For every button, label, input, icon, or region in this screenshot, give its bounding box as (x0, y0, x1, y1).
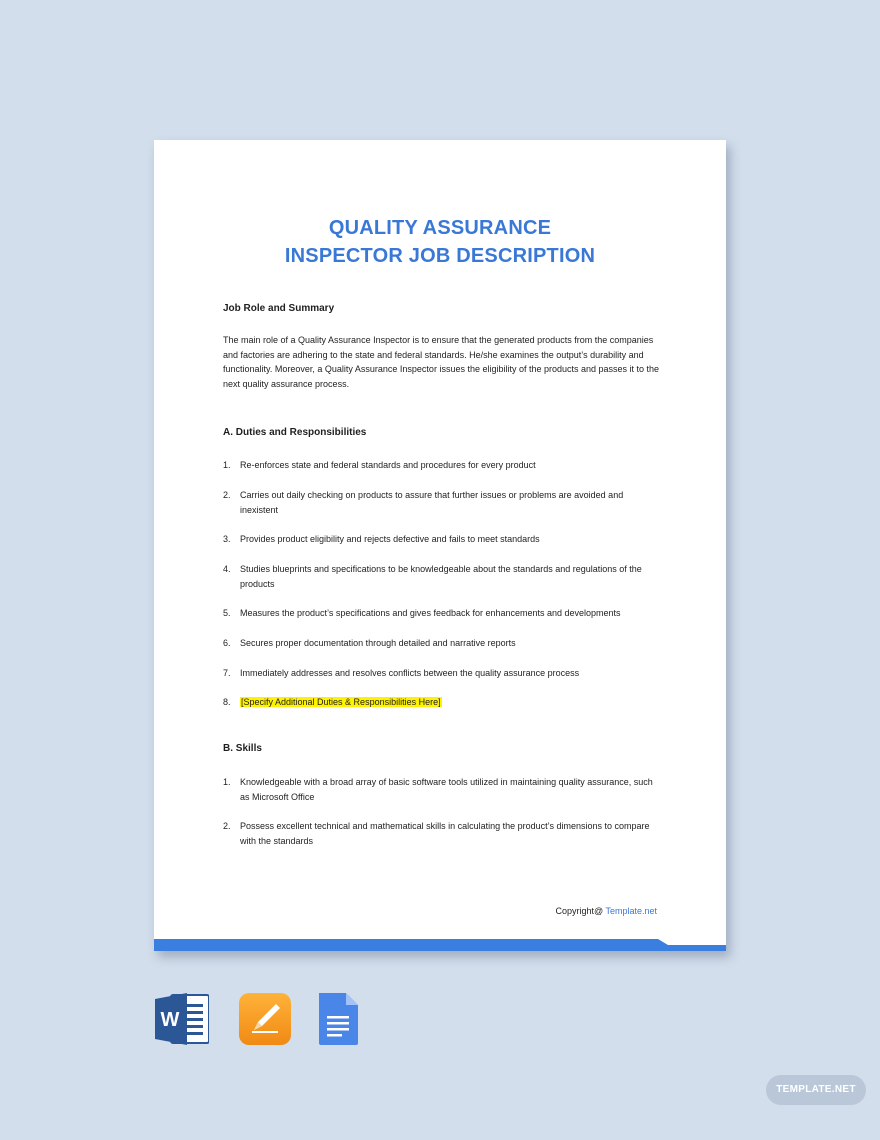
duty-number: 8. (223, 697, 231, 707)
document-title (154, 214, 726, 270)
duty-text: Studies blueprints and specifications to be knowledgeable about the standards and regulations of the products (240, 564, 642, 589)
document-page (154, 140, 726, 951)
title-line-2: INSPECTOR JOB DESCRIPTION (284, 245, 596, 267)
duty-number: 1. (223, 460, 231, 470)
summary-paragraph: The main role of a Quality Assurance Inspector is to ensure that the generated products from the companies and factories are adhering to the state and federal standards. He/she examines the output’s durability and functionality. Moreover, a Quality Assurance Inspector issues the eligibility of the products and passes it to the next quality assurance process. (223, 335, 660, 389)
word-icon[interactable] (155, 992, 209, 1046)
job-role-heading: Job Role and Summary (223, 303, 335, 314)
skill-text: Possess excellent technical and mathematical skills in calculating the product’s dimensions to compare with the standards (240, 821, 650, 846)
pages-icon[interactable] (238, 992, 292, 1046)
footer-bar (154, 937, 726, 951)
google-docs-icon[interactable] (316, 992, 370, 1046)
template-net-badge[interactable]: TEMPLATE.NET (766, 1075, 866, 1105)
footer-bar-shape (154, 939, 726, 951)
skill-text: Knowledgeable with a broad array of basic software tools utilized in maintaining quality assurance, such as Microsoft Office (240, 777, 653, 802)
duty-text: Re-enforces state and federal standards and procedures for every product (240, 460, 536, 470)
duty-placeholder-wrap (240, 695, 660, 710)
duty-text: Secures proper documentation through detailed and narrative reports (240, 638, 516, 648)
duty-number: 6. (223, 638, 231, 648)
svg-text:W: W (160, 1009, 180, 1031)
duty-text: Provides product eligibility and rejects defective and fails to meet standards (240, 534, 540, 544)
duty-number: 7. (223, 668, 231, 678)
duty-number: 2. (223, 490, 231, 500)
title-line-1: QUALITY ASSURANCE (328, 217, 552, 239)
copyright-label: Copyright@ (555, 906, 606, 916)
duty-text: Immediately addresses and resolves conflicts between the quality assurance process (240, 668, 580, 678)
duty-number: 5. (223, 608, 231, 618)
duty-number: 4. (223, 564, 231, 574)
placeholder-highlight: [Specify Additional Duties & Responsibilities Here] (241, 697, 441, 707)
duty-number: 3. (223, 534, 231, 544)
skill-number: 2. (223, 821, 231, 831)
copyright-brand-link[interactable]: Template.net (605, 906, 657, 916)
copyright-line (555, 906, 657, 916)
skills-heading: B. Skills (223, 743, 262, 754)
skill-number: 1. (223, 777, 231, 787)
duty-text: Carries out daily checking on products to assure that further issues or problems are avoided and inexistent (240, 490, 624, 515)
duties-heading: A. Duties and Responsibilities (223, 427, 367, 438)
duty-text: Measures the product’s specifications and gives feedback for enhancements and developments (240, 608, 621, 618)
